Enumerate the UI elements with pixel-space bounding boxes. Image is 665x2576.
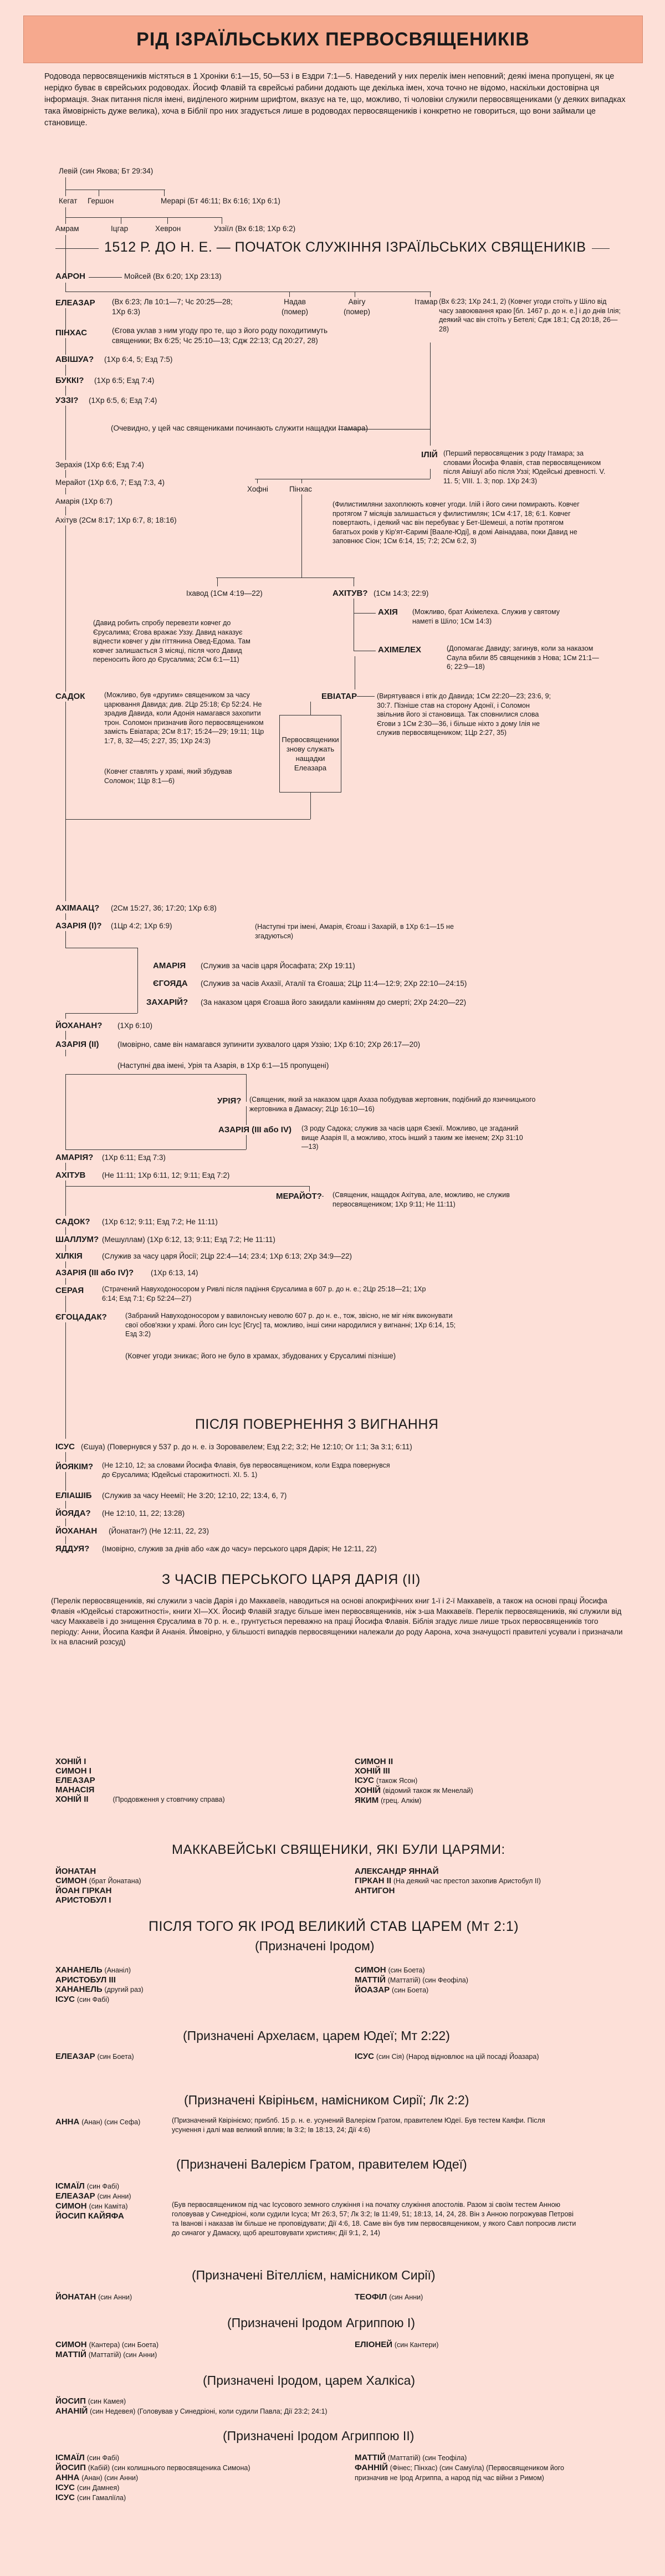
joiakim-name: ЙОЯКІМ? xyxy=(55,1462,94,1471)
agrippa1-name: СИМОН xyxy=(55,2340,87,2349)
persian-right-item: ХОНІЙ III xyxy=(355,1766,390,1776)
ahimelech-name: АХІМЕЛЕХ xyxy=(378,645,422,655)
agrippa2-note: (Кабій) (син колишнього первосвященика Симона) xyxy=(88,2464,250,2472)
agrippa2-name: ІСМАЇЛ xyxy=(55,2453,85,2462)
uzziel-label: Уззіїл (Вх 6:18; 1Хр 6:2) xyxy=(214,224,296,233)
phinehas-name: ПІНХАС xyxy=(55,328,88,338)
quirinius-note: (Призначений Квірініємо; приблб. 15 р. н. е. усунений Валерієм Гратом, правителем Юдеї. Був тестем Каяфи. Після усунення і далі мав великий вплив; Ів 3:2; Ів 18:13, 24; Дії 4:6) xyxy=(172,2117,545,2134)
agrippa2-name: ІСУС xyxy=(55,2493,75,2502)
agrippa2-note: (син Фабі) xyxy=(86,2454,120,2462)
agrippa2-name: МАТТІЙ xyxy=(355,2453,386,2462)
vitellius-name: ЙОНАТАН xyxy=(55,2292,96,2302)
joiada-ref: (Не 12:10, 11, 22; 13:28) xyxy=(102,1509,185,1517)
phinehas2-label: Пінхас xyxy=(289,485,313,493)
johanan2-name: ЙОХАНАН xyxy=(55,1526,98,1536)
agrippa1-right xyxy=(355,2340,438,2350)
vitellius-subtitle: (Призначені Вітеллієм, намісником Сирії) xyxy=(192,2268,436,2282)
ahimaaz-ref: (2См 15:27, 36; 17:20; 1Хр 6:8) xyxy=(111,904,217,912)
chalcis-note: (син Камея) xyxy=(88,2398,126,2405)
shallum-ref: (Мешуллам) (1Хр 6:12, 13; 9:11; Езд 7:2; Не 11:11) xyxy=(102,1235,275,1244)
jaddua-note: (Імовірно, служив за днів або «аж до часу» перського царя Дарія; Не 12:11, 22) xyxy=(102,1545,377,1553)
chalcis-subtitle: (Призначені Іродом, царем Халкіса) xyxy=(203,2373,416,2388)
zadok-name: САДОК xyxy=(55,692,85,701)
meraioth-label: Мерайот (1Хр 6:6, 7; Езд 7:3, 4) xyxy=(55,478,165,487)
seraiah-note: (Страчений Навуходоносором у Ривлі після падіння Єрусалима в 607 р. до н. е.; 2Цр 25:18—21; 1Хр 6:14; Езд 7:1; Єр 52:24—27) xyxy=(102,1285,426,1302)
ahimelech-note: (Допомагає Давиду; загинув, коли за наказом Саула вбили 85 священиків з Нова; 1См 21:1—6; 22:9—18) xyxy=(447,645,599,671)
agrippa2-name: ФАННІЙ xyxy=(355,2463,388,2472)
herod-note: (син Фабі) xyxy=(76,1996,110,2003)
title-banner xyxy=(23,16,643,63)
gap2-note: (Наступні два імені, Урія та Азарія, в 1Хр 6:1—15 пропущені) xyxy=(117,1061,329,1070)
persian-left-item: ХОНІЙ I xyxy=(55,1757,86,1766)
herod-name: ХАНАНЕЛЬ xyxy=(55,1985,103,1994)
azariah1-ref: (1Цр 4:2; 1Хр 6:9) xyxy=(111,922,172,930)
maccabean-note: (брат Йонатана) xyxy=(89,1877,141,1885)
zerahiah-label: Зерахія (1Хр 6:6; Езд 7:4) xyxy=(55,461,144,469)
maccabean-left-list xyxy=(55,1867,141,1905)
amariah3-ref: (1Хр 6:11; Езд 7:3) xyxy=(102,1153,166,1162)
maccabean-name: АРИСТОБУЛ I xyxy=(55,1895,111,1905)
urijah-name: УРІЯ? xyxy=(217,1096,242,1106)
uzzi-name: УЗЗІ? xyxy=(55,396,79,405)
agrippa2-note: (син Дамнея) xyxy=(76,2484,120,2492)
agrippa1-name: МАТТІЙ xyxy=(55,2350,86,2359)
gratus-name: ЕЛЕАЗАР xyxy=(55,2191,95,2201)
ahitub3-name: АХІТУВ xyxy=(55,1171,86,1180)
amariah1-label: Амарія (1Хр 6:7) xyxy=(55,497,112,505)
azariah-gap-note: (Наступні три імені, Амарія, Єгоаш і Захарій, в 1Хр 6:1—15 не згадуються) xyxy=(255,923,454,940)
chalcis-list xyxy=(55,2396,328,2416)
eleazar-resumes-box xyxy=(279,715,341,793)
exile-note: (Ковчег угоди зникає; його не було в храмах, збудованих у Єрусалимі пізніше) xyxy=(125,1352,396,1360)
meraioth2-name: МЕРАЙОТ? xyxy=(276,1192,322,1201)
agrippa1-left xyxy=(55,2340,158,2360)
vitellius-note: (син Анни) xyxy=(389,2293,423,2301)
ithamar-label: Ітамар xyxy=(415,298,438,306)
era-title: 1512 Р. ДО Н. Е. — ПОЧАТОК СЛУЖІННЯ ІЗРАЇЛЬСЬКИХ СВЯЩЕНИКІВ xyxy=(99,239,592,255)
herod-note: (син Боета) xyxy=(392,1986,429,1994)
hophni-label: Хофні xyxy=(247,485,268,493)
ahitub2-ref: (1См 14:3; 22:9) xyxy=(374,589,429,597)
maccabean-name: АНТИГОН xyxy=(355,1886,395,1895)
gratus-name: СИМОН xyxy=(55,2201,87,2211)
page-title: РІД ІЗРАЇЛЬСЬКИХ ПЕРВОСВЯЩЕНИКІВ xyxy=(136,28,530,50)
agrippa2-name: АННА xyxy=(55,2473,80,2482)
gershon-label: Гершон xyxy=(88,197,114,205)
azariah4-ref: (1Хр 6:13, 14) xyxy=(151,1269,198,1277)
agrippa2-right xyxy=(355,2453,598,2483)
herod-name: ЙОАЗАР xyxy=(355,1985,390,1995)
jehozadak-note: (Забраний Навуходоносором у вавилонську неволю 607 р. до н. е., тож, звісно, не міг ніяк виконувати свої обов'язки у храмі. Його син Ісус [Єгус] та, можливо, інші сини народилися у вигнанні; 1Хр 6:14, 15; Езд 3:2) xyxy=(125,1312,456,1338)
izhar-label: Іцгар xyxy=(111,224,129,233)
herod-left-list xyxy=(55,1965,144,2005)
eli-name: ІЛІЙ xyxy=(421,450,438,459)
eli-note: (Перший первосвященик з роду Ітамара; за словами Йосифа Флавія, став первосвящеником після Авішуї або після Уззі; Юдейські древності. V. 11. 5; VIII. 1. 3; пор. 1Хр 24:3) xyxy=(443,449,606,485)
vitellius-note: (син Анни) xyxy=(98,2293,132,2301)
itamar-line-note: (Очевидно, у цей час священиками починають служити нащадки Ітамара) xyxy=(111,424,369,432)
herod-name: АРИСТОБУЛ III xyxy=(55,1975,116,1985)
maccabean-name: ГІРКАН II xyxy=(355,1876,391,1885)
levi-label: Левій (син Якова; Бт 29:34) xyxy=(59,167,154,175)
caiaphas-note: (Був первосвящеником під час Ісусового земного служіння і на початку служіння апостолів. Разом зі своїм тестем Анною головував у Синедріоні, коли судили Ісуса; Мт 26:3, 57; Лк 3:2; Ів 11:49, 51; 18:13, 14, 24, 28. Він з Анною погрожував Петрові та Іванові і наказав їм більше не проповідувати; Дії 4:6, 18. Саме він був тим первосвящеником, у якого Савл попросив листи до синагог у Дамаску, щоб арештовувати християн; Дії 9:1, 2, 14) xyxy=(172,2201,576,2237)
abishua-name: АВІШУА? xyxy=(55,355,94,364)
box-text: Первосвященики знову служать нащадки Елеазара xyxy=(282,735,339,772)
bukki-ref: (1Хр 6:5; Езд 7:4) xyxy=(94,376,155,385)
kohath-label: Кегат xyxy=(59,197,78,205)
herod-title: ПІСЛЯ ТОГО ЯК ІРОД ВЕЛИКИЙ СТАВ ЦАРЕМ (Мт 2:1) xyxy=(149,1919,519,1934)
vitellius-right xyxy=(355,2292,423,2302)
agrippa2-left xyxy=(55,2453,344,2503)
gratus-note: (син Каміта) xyxy=(89,2202,128,2210)
persian-right-item: ХОНІЙ xyxy=(355,1786,381,1795)
herod-name: СИМОН xyxy=(355,1965,386,1975)
vitellius-name: ТЕОФІЛ xyxy=(355,2292,387,2302)
gratus-list xyxy=(55,2181,172,2221)
herod-note: (другий раз) xyxy=(104,1986,144,1994)
johanan2-ref: (Йонатан?) (Не 12:11, 22, 23) xyxy=(109,1527,209,1535)
zadok-note: (Можливо, був «другим» священиком за часу царювання Давида; див. 2Цр 25:18; Єр 52:24. Не зрадив Давида, коли Адонія намагався захопити трон. Соломон призначив його первосвящеником замість Евіатара; 2См 8:17; 15:24—29; 19:11; 1Цр 1:7, 8, 32—45; 2:27, 35; 1Хр 24:3) xyxy=(104,691,264,745)
archelaus-note: (син Боета) xyxy=(97,2053,134,2061)
seraiah-name: СЕРАЯ xyxy=(55,1286,84,1295)
zadok2-ref: (1Хр 6:12; 9:11; Езд 7:2; Не 11:11) xyxy=(102,1218,218,1226)
agrippa2-note: (син Гамаліїла) xyxy=(76,2494,126,2502)
agrippa2-name: ІСУС xyxy=(55,2483,75,2492)
agrippa2-name: ЙОСИП xyxy=(55,2463,86,2472)
azariah2-name: АЗАРІЯ (II) xyxy=(55,1040,99,1049)
maccabean-name: АЛЕКСАНДР ЯННАЙ xyxy=(355,1867,439,1876)
herod-right-list xyxy=(355,1965,468,1995)
agrippa2-note: (Фінес; Пінхас) (син Самуїла) (Первосвящеником його призначив не Ірод Агриппа, а народ під час війни з Римом) xyxy=(355,2464,564,2482)
maccabean-right-list xyxy=(355,1867,541,1895)
johanan1-ref: (1Хр 6:10) xyxy=(117,1021,153,1030)
shallum-name: ШАЛЛУМ? xyxy=(55,1235,99,1244)
quirinius-name: АННА xyxy=(55,2117,80,2127)
azariah3-note: (З роду Садока; служив за часів царя Єзекії. Можливо, це згаданий вище Азарія II, а можливо, хтось інший з таким же іменем; 2Хр 31:10—13) xyxy=(301,1125,523,1151)
herod-note: (син Боета) xyxy=(388,1966,425,1974)
archelaus-subtitle: (Призначені Архелаєм, царем Юдеї; Мт 2:22) xyxy=(183,2028,450,2043)
chalcis-note: (син Недевея) (Головував у Синедріоні, коли судили Павла; Дії 23:2; 24:1) xyxy=(90,2408,328,2415)
herod-subtitle: (Призначені Іродом) xyxy=(255,1939,375,1953)
hilkiah-note: (Служив за часу царя Йосії; 2Цр 22:4—14; 23:4; 1Хр 6:13; 2Хр 34:9—22) xyxy=(102,1252,352,1260)
ichabod-label: Іхавод (1См 4:19—22) xyxy=(186,589,263,597)
uzzi-ref: (1Хр 6:5, 6; Езд 7:4) xyxy=(89,396,157,405)
amariah3-name: АМАРІЯ? xyxy=(55,1153,94,1162)
intro-text: Родовода первосвящеників містяться в 1 Хроніки 6:1—15, 50—53 і в Ездри 7:1—5. Наведений у них перелік імен неповний; деякі імена пропущені, як це нерідко буває в єврейських родоводах. Йосиф Флавій та єврейські рабини додають ще декілька імен, хоча точно не відомо, наскільки достовірна ця інформація. Знак питання після імені, виділеного жирним шрифтом, вказує на те, що, можливо, ті чоловіки служили первосвящениками (у деяких випадках така ймовірність дуже велика), хоча в Біблії про них згадується лише в родоводах первосвящеників і конкретно не говориться, що вони займали це становище. xyxy=(44,72,626,127)
persian-left-item: МАНАСІЯ xyxy=(55,1785,95,1795)
agrippa1-note: (Кантера) (син Боета) xyxy=(89,2341,159,2349)
joiada-name: ЙОЯДА? xyxy=(55,1509,91,1518)
persian-left-item: ЕЛЕАЗАР xyxy=(55,1776,95,1785)
quirinius-name-block xyxy=(55,2117,177,2127)
agrippa1-subtitle: (Призначені Іродом Агриппою I) xyxy=(227,2316,415,2330)
maccabean-name: ЙОНАТАН xyxy=(55,1867,96,1876)
persian-left-list xyxy=(55,1757,225,1805)
persian-right-item: ЯКИМ xyxy=(355,1796,379,1805)
abishua-ref: (1Хр 6:4, 5; Езд 7:5) xyxy=(104,355,173,364)
philistines-note: (Филистимляни захоплюють ковчег угоди. Ілій і його сини помирають. Ковчег протягом 7 місяців залишається у филистимлян; 1См 4:17, 18; 6:1. Ковчег повертають, і деякий час він перебуває у Бет-Шемеші, а потім протягом багатьох років у Кір'ят-Єаримі [Ваале-Юді], в домі Авінадава, поки Давид не заповнює Сіон; 1См 6:14, 15; 7:2; 2См 6:2, 3) xyxy=(332,500,580,545)
herod-name: МАТТІЙ xyxy=(355,1975,386,1985)
azariah3-name: АЗАРІЯ (III або IV) xyxy=(218,1125,291,1134)
moses-label: Мойсей (Вх 6:20; 1Хр 23:13) xyxy=(124,272,222,280)
amariah2-name: АМАРІЯ xyxy=(153,961,186,970)
agrippa1-note: (Маттатій) (син Анни) xyxy=(88,2351,157,2359)
nadab-label: Надав (помер) xyxy=(281,298,309,316)
persian-text: (Перелік первосвящеників, які служили з часів Дарія і до Маккавеїв, наводиться на основі апокрифічних книг 1-ї і 2-ї Маккавеїв, а також на основі праці Йосифа Флавія «Юдейські старожитності», книги XI—XX. Йосиф Флавій згадує більше імен первосвящеників, ніж з-ша Маккавеїв. Перелік первосвящеників, які служили від часу Маккавеїв і до знищення Єрусалима в 70 р. н. е., грунтується переважно на праці Йосифа Флавія. Біблія згадує лише лише трьох первосвящеників того періоду: Анни, Йосипа Каяфи й Ананія. Ймовірно, у більшості випадків первосвященики належали до роду Аарона, хоча значущості правителі усували і призначали їх на власний розсуд) xyxy=(51,1597,623,1646)
eleazar-name: ЕЛЕАЗАР xyxy=(55,298,95,308)
abihu-label: Авігу (помер) xyxy=(343,298,371,316)
maccabean-name: СИМОН xyxy=(55,1876,87,1885)
chalcis-name: АНАНІЙ xyxy=(55,2406,88,2416)
jehoiada-note: (Служив за часів Ахазії, Аталії та Єгоаша; 2Цр 11:4—12:9; 2Хр 22:10—24:15) xyxy=(201,979,467,988)
persian-left-item: ХОНІЙ II xyxy=(55,1795,89,1804)
archelaus-note: (син Сія) (Народ відновлює на цій посаді Йоазара) xyxy=(376,2053,539,2061)
archelaus-name: ЕЛЕАЗАР xyxy=(55,2052,95,2061)
ahitub2-name: АХІТУВ? xyxy=(332,589,368,598)
maccabean-title: МАККАВЕЙСЬКІ СВЯЩЕНИКИ, ЯКІ БУЛИ ЦАРЯМИ: xyxy=(172,1842,505,1857)
amram-label: Амрам xyxy=(55,224,79,233)
gratus-note: (син Фабі) xyxy=(86,2183,120,2190)
ahijah-name: АХІЯ xyxy=(378,607,398,617)
maccabean-note: (На деякий час престол захопив Аристобул II) xyxy=(393,1877,541,1885)
gratus-subtitle: (Призначені Валерієм Гратом, правителем Юдеї) xyxy=(176,2157,467,2171)
meraioth2-note: (Священик, нащадок Ахітува, але, можливо, не служив первосвящеником; 1Хр 9:11; Не 11:11) xyxy=(332,1191,510,1208)
persian-right-note: (також Ясон) xyxy=(376,1777,418,1785)
agrippa1-name: ЕЛІОНЕЙ xyxy=(355,2340,392,2349)
persian-right-item: СИМОН II xyxy=(355,1757,393,1766)
abiathar-name: ЕВІАТАР xyxy=(321,692,357,701)
zechariah-note: (За наказом царя Єгоаша його закидали камінням до смерті; 2Хр 24:20—22) xyxy=(201,998,467,1006)
vitellius-left xyxy=(55,2292,132,2302)
maccabean-name: ЙОАН ГІРКАН xyxy=(55,1886,112,1895)
archelaus-name: ІСУС xyxy=(355,2052,374,2061)
ahitub3-ref: (Не 11:11; 1Хр 6:11, 12; 9:11; Езд 7:2) xyxy=(102,1171,230,1179)
herod-note: (Ананіл) xyxy=(104,1966,131,1974)
archelaus-right xyxy=(355,2052,539,2062)
herod-name: ХАНАНЕЛЬ xyxy=(55,1965,103,1975)
persian-left-item: СИМОН I xyxy=(55,1766,91,1776)
david-note: (Давид робить спробу перевезти ковчег до Єрусалима; Єгова вражає Уззу. Давид наказує віднести ковчег у дім гіттянина Овед-Едома. Там ковчег залишається 3 місяці, після чого Давид переносить його до Єрусалима; 2См 6:1—11) xyxy=(93,619,250,663)
eliashib-note: (Служив за часу Неемії; Не 3:20; 12:10, 22; 13:4, 6, 7) xyxy=(102,1491,287,1500)
archelaus-left xyxy=(55,2052,134,2062)
persian-left-note: (Продовження у стовпчику справа) xyxy=(112,1796,225,1803)
agrippa2-subtitle: (Призначені Іродом Агриппою II) xyxy=(223,2429,415,2443)
eliashib-name: ЕЛІАШІБ xyxy=(55,1491,92,1500)
ahijah-note: (Можливо, брат Ахімелеха. Служив у святому наметі в Шіло; 1См 14:3) xyxy=(412,608,560,625)
aaron-name: ААРОН xyxy=(55,272,85,281)
hebron-label: Хеврон xyxy=(155,224,181,233)
jehoiada-name: ЄГОЯДА xyxy=(153,979,188,988)
agrippa2-note: (Маттатій) (син Теофіла) xyxy=(387,2454,467,2462)
zadok2-name: САДОК? xyxy=(55,1217,90,1226)
gratus-note: (син Анни) xyxy=(97,2192,131,2200)
zadok-note2: (Ковчег ставлять у храмі, який збудував Соломон; 1Цр 8:1—6) xyxy=(104,768,232,785)
chalcis-name: ЙОСИП xyxy=(55,2396,86,2406)
hilkiah-name: ХІЛКІЯ xyxy=(55,1251,83,1261)
herod-note: (Маттатій) (син Феофіла) xyxy=(387,1976,468,1984)
jaddua-name: ЯДДУЯ? xyxy=(55,1544,90,1553)
azariah1-name: АЗАРІЯ (I)? xyxy=(55,921,102,931)
gratus-name: ІСМАЇЛ xyxy=(55,2181,85,2191)
joiakim-note: (Не 12:10, 12; за словами Йосифа Флавія, був первосвящеником, коли Ездра повернувся до Єрусалима; Юдейські старожитності. XI. 5. 1) xyxy=(102,1461,390,1479)
jehozadak-name: ЄГОЦАДАК? xyxy=(55,1312,107,1322)
zechariah-name: ЗАХАРІЙ? xyxy=(146,998,188,1007)
gratus-name: ЙОСИП КАЙЯФА xyxy=(55,2211,124,2221)
azariah2-note: (Імовірно, саме він намагався зупинити зухвалого царя Уззію; 1Хр 6:10; 2Хр 26:17—20) xyxy=(117,1040,421,1049)
jeshua-note: (Єшуа) (Повернувся у 537 р. до н. е. із Зоровавелем; Езд 2:2; 3:2; Не 12:10; Ог 1:1; За 3:1; 6:11) xyxy=(81,1443,412,1451)
phinehas-note: (Єгова уклав з ним угоду про те, що з його роду походитимуть священики; Вх 6:25; Чс 25:10—13; Сдж 22:13; Сд 20:27, 28) xyxy=(112,326,328,345)
agrippa1-note: (син Кантери) xyxy=(394,2341,439,2349)
ahitub1-label: Ахітув (2См 8:17; 1Хр 6:7, 8; 18:16) xyxy=(55,516,177,524)
abiathar-note: (Вирятувався і втік до Давида; 1См 22:20—23; 23:6, 9; 30:7. Пізніше став на сторону Адонії, і Соломон звільнив його зі становища. Так сповнилися слова Єгови з 1См 2:30—36, і більше ніхто з дому Ілія не служив первосвящеником; 1Цр 2:27, 35) xyxy=(377,692,551,737)
quirinius-name-note: (Анан) (син Сефа) xyxy=(81,2118,141,2126)
herod-name: ІСУС xyxy=(55,1995,75,2004)
persian-right-note: (відомий також як Менелай) xyxy=(382,1787,473,1795)
merari-label: Мерарі (Бт 46:11; Вх 6:16; 1Хр 6:1) xyxy=(161,197,280,205)
quirinius-subtitle: (Призначені Квіріньєм, намісником Сирії; Лк 2:2) xyxy=(184,2093,469,2107)
persian-right-note: (грец. Алкім) xyxy=(381,1797,422,1805)
persian-title: З ЧАСІВ ПЕРСЬКОГО ЦАРЯ ДАРІЯ (II) xyxy=(162,1572,421,1587)
johanan1-name: ЙОХАНАН? xyxy=(55,1021,103,1030)
azariah4-name: АЗАРІЯ (III або IV)? xyxy=(55,1268,134,1277)
ahimaaz-name: АХІМААЦ? xyxy=(55,903,100,913)
amariah2-note: (Служив за часів царя Йосафата; 2Хр 19:11) xyxy=(201,962,355,970)
persian-right-item: ІСУС xyxy=(355,1776,374,1785)
ithamar-note: (Вх 6:23; 1Хр 24:1, 2) (Ковчег угоди стоїть у Шіло від часу завоювання краю [бл. 1467 р. до н. е.] і до днів Ілія; деякий час він стоїть у Бетелі; Сдж 18:1; Сд 20:18, 26—28) xyxy=(439,298,621,333)
agrippa2-note: (Анан) (син Анни) xyxy=(81,2474,139,2482)
urijah-note: (Священик, який за наказом царя Ахаза побудував жертовник, подібний до язичницького жертовника в Дамаску; 2Цр 16:10—16) xyxy=(249,1096,536,1113)
persian-right-list xyxy=(355,1757,473,1806)
eleazar-ref: (Вх 6:23; Лв 10:1—7; Чс 20:25—28; 1Хр 6:3) xyxy=(112,298,233,316)
bukki-name: БУККІ? xyxy=(55,376,84,385)
after-exile-title: ПІСЛЯ ПОВЕРНЕННЯ З ВИГНАННЯ xyxy=(195,1417,439,1432)
jeshua-name: ІСУС xyxy=(55,1442,75,1451)
